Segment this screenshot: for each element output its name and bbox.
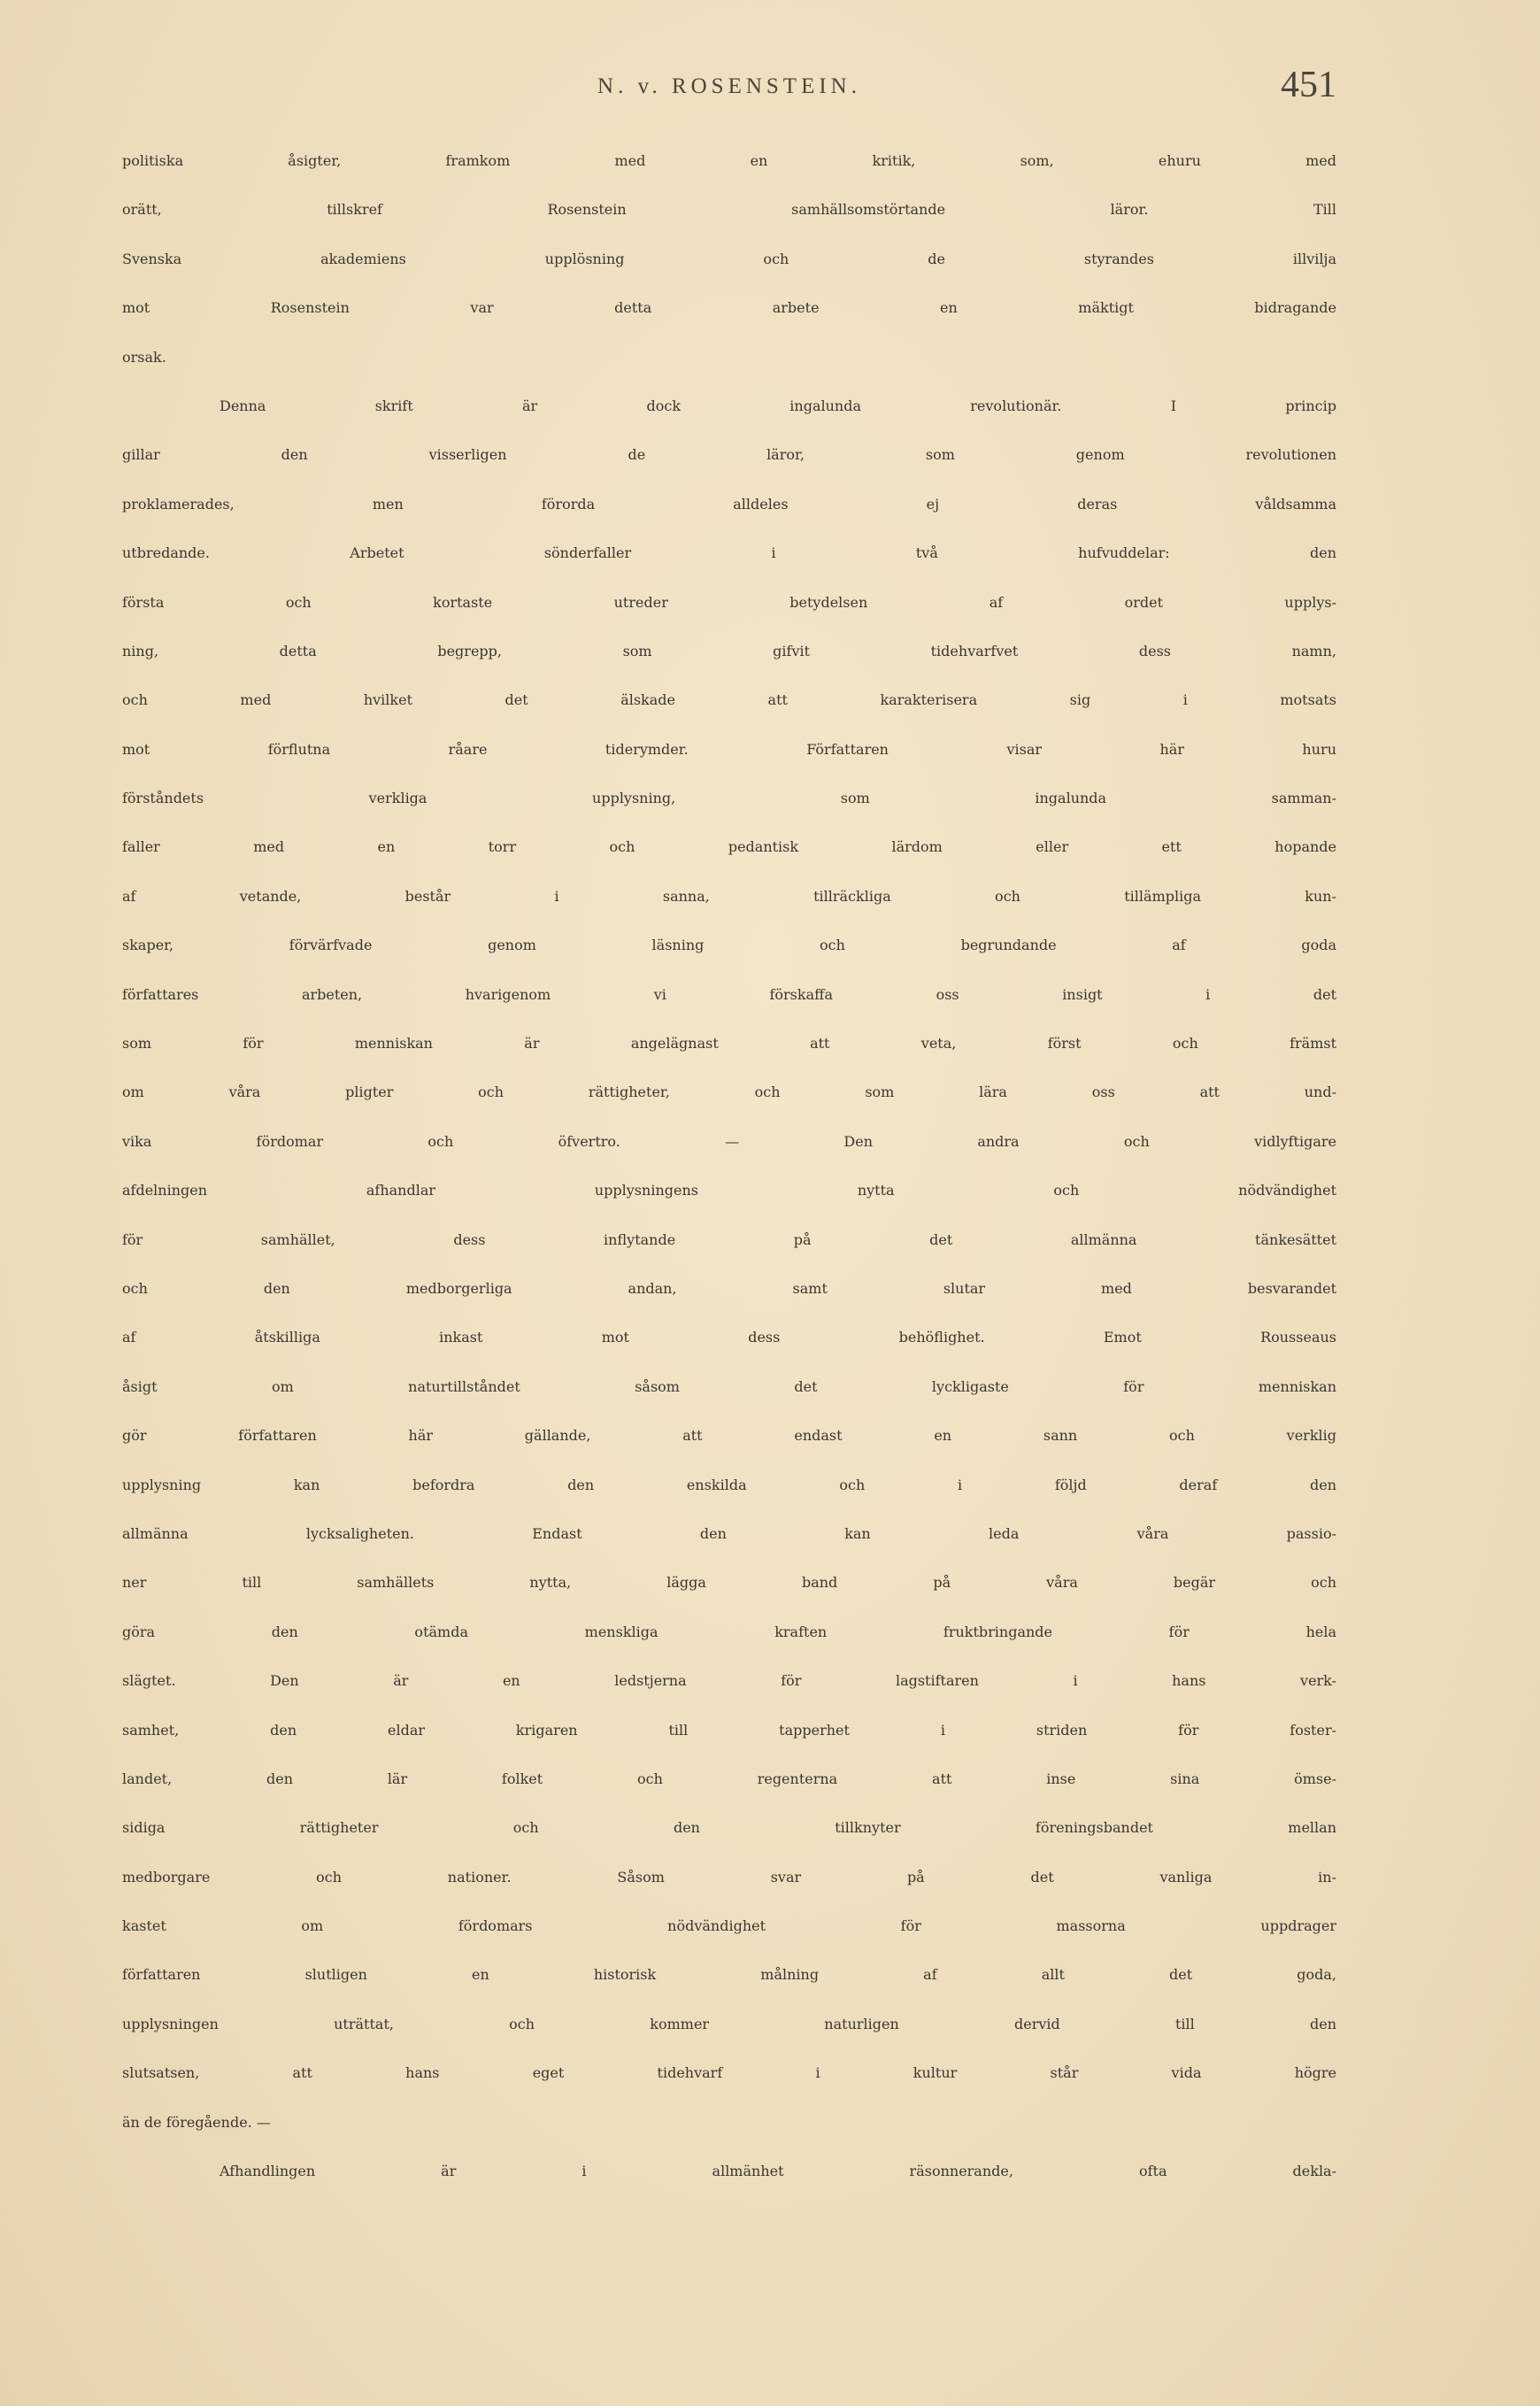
text-line: slägtet. Den är en ledstjerna för lagstiftaren i hans verk- bbox=[122, 1672, 1336, 1690]
text-line: göra den otämda menskliga kraften fruktbringande för hela bbox=[122, 1623, 1336, 1640]
text-line: af åtskilliga inkast mot dess behöflighet. Emot Rousseaus bbox=[122, 1329, 1336, 1346]
text-line: orsak. bbox=[122, 348, 166, 366]
text-line: upplysningen uträttat, och kommer naturligen dervid till den bbox=[122, 2015, 1336, 2032]
text-line: förståndets verkliga upplysning, som ingalunda samman- bbox=[122, 790, 1336, 807]
text-line: utbredande. Arbetet sönderfaller i två hufvuddelar: den bbox=[122, 544, 1336, 562]
text-line: åsigt om naturtillståndet såsom det lyckligaste för menniskan bbox=[122, 1377, 1336, 1395]
text-line: författares arbeten, hvarigenom vi förskaffa oss insigt i det bbox=[122, 985, 1336, 1003]
text-line: än de föregående. — bbox=[122, 2113, 271, 2131]
text-line: ning, detta begrepp, som gifvit tidehvarfvet dess namn, bbox=[122, 642, 1336, 659]
text-line: kastet om fördomars nödvändighet för massorna uppdrager bbox=[122, 1917, 1336, 1935]
body-text bbox=[122, 152, 1336, 2211]
text-line: orätt, tillskref Rosenstein samhällsomstörtande läror. Till bbox=[122, 201, 1336, 219]
text-line: Afhandlingen är i allmänhet räsonnerande, ofta dekla- bbox=[219, 2163, 1336, 2180]
text-line: Svenska akademiens upplösning och de styrandes illvilja bbox=[122, 250, 1336, 267]
text-line: gör författaren här gällande, att endast en sann och verklig bbox=[122, 1427, 1336, 1445]
text-line: gillar den visserligen de läror, som genom revolutionen bbox=[122, 446, 1336, 464]
text-line: allmänna lycksaligheten. Endast den kan leda våra passio- bbox=[122, 1524, 1336, 1542]
text-line: om våra pligter och rättigheter, och som lära oss att und- bbox=[122, 1083, 1336, 1101]
page-number: 451 bbox=[1281, 65, 1336, 105]
text-line: Denna skrift är dock ingalunda revolutionär. I princip bbox=[219, 397, 1336, 414]
text-line: och den medborgerliga andan, samt slutar med besvarandet bbox=[122, 1279, 1336, 1297]
text-line: slutsatsen, att hans eget tidehvarf i kultur står vida högre bbox=[122, 2064, 1336, 2082]
text-line: författaren slutligen en historisk målning af allt det goda, bbox=[122, 1966, 1336, 1984]
text-line: mot Rosenstein var detta arbete en mäktigt bidragande bbox=[122, 299, 1336, 317]
text-line: mot förflutna råare tiderymder. Författaren visar här huru bbox=[122, 740, 1336, 758]
text-line: politiska åsigter, framkom med en kritik, som, ehuru med bbox=[122, 152, 1336, 169]
text-line: och med hvilket det älskade att karakterisera sig i motsats bbox=[122, 691, 1336, 709]
text-line: afdelningen afhandlar upplysningens nytta och nödvändighet bbox=[122, 1182, 1336, 1199]
book-page bbox=[122, 62, 1336, 2211]
running-head bbox=[122, 62, 1336, 124]
running-head-title: N. v. ROSENSTEIN. bbox=[597, 74, 861, 98]
text-line: medborgare och nationer. Såsom svar på det vanliga in- bbox=[122, 1868, 1336, 1885]
text-line: upplysning kan befordra den enskilda och i följd deraf den bbox=[122, 1476, 1336, 1493]
text-line: af vetande, består i sanna, tillräckliga och tillämpliga kun- bbox=[122, 887, 1336, 905]
text-line: för samhället, dess inflytande på det allmänna tänkesättet bbox=[122, 1230, 1336, 1248]
text-line: sidiga rättigheter och den tillknyter föreningsbandet mellan bbox=[122, 1819, 1336, 1837]
text-line: proklamerades, men förorda alldeles ej deras våldsamma bbox=[122, 495, 1336, 513]
text-line: ner till samhällets nytta, lägga band på våra begär och bbox=[122, 1574, 1336, 1592]
text-line: samhet, den eldar krigaren till tapperhet i striden för foster- bbox=[122, 1721, 1336, 1739]
text-line: första och kortaste utreder betydelsen af ordet upplys- bbox=[122, 593, 1336, 611]
text-line: skaper, förvärfvade genom läsning och begrundande af goda bbox=[122, 937, 1336, 954]
text-line: som för menniskan är angelägnast att veta, först och främst bbox=[122, 1035, 1336, 1053]
text-line: landet, den lär folket och regenterna att inse sina ömse- bbox=[122, 1770, 1336, 1787]
text-line: faller med en torr och pedantisk lärdom eller ett hopande bbox=[122, 838, 1336, 856]
text-line: vika fördomar och öfvertro. — Den andra och vidlyftigare bbox=[122, 1132, 1336, 1150]
